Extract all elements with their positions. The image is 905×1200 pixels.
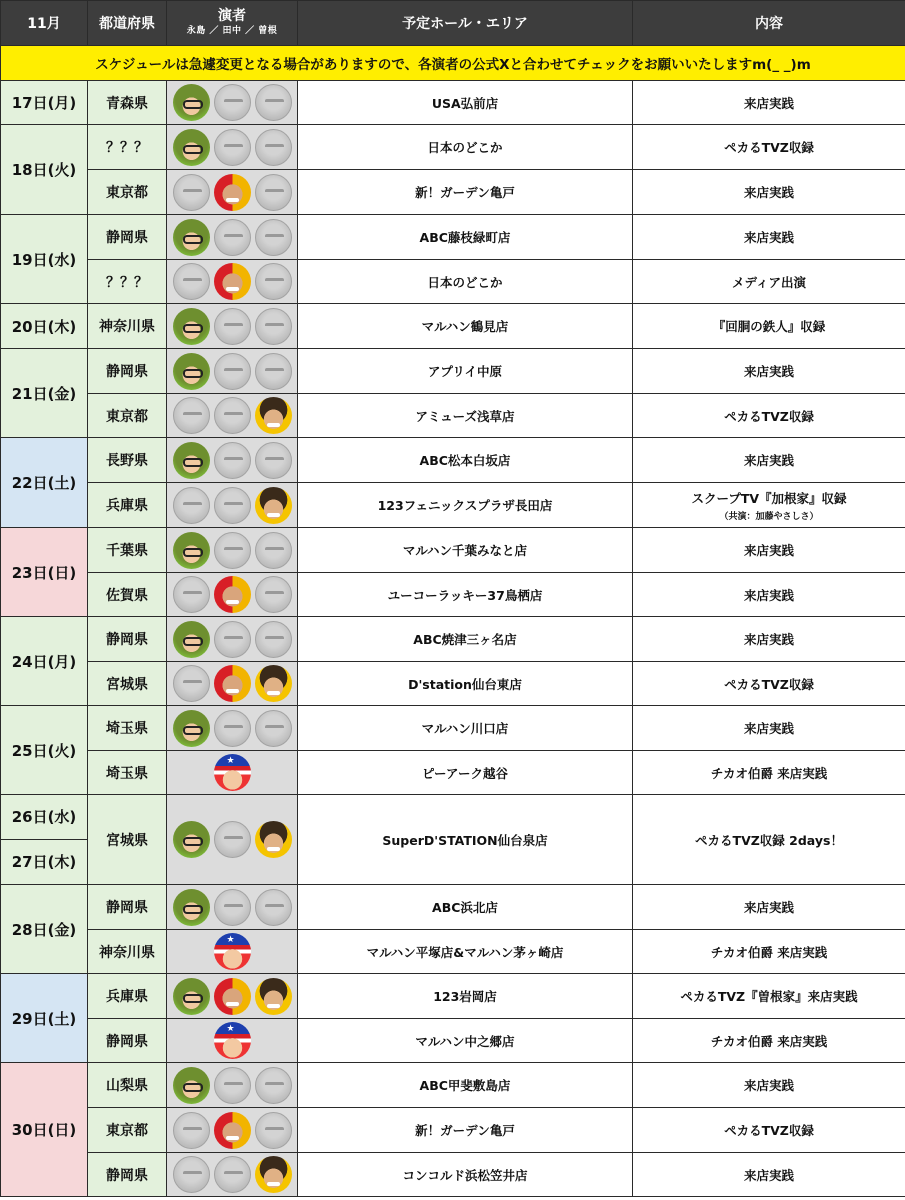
avatar-nagashima-inactive bbox=[173, 1112, 210, 1149]
content-cell bbox=[633, 974, 905, 1019]
venue-cell: マルハン平塚店&マルハン茅ヶ崎店 bbox=[298, 930, 633, 974]
venue-cell: コンコルド浜松笠井店 bbox=[298, 1153, 633, 1197]
prefecture-cell: 静岡県 bbox=[88, 1153, 167, 1197]
avatar-nagashima-inactive bbox=[173, 487, 210, 524]
avatar-nagashima-inactive bbox=[173, 1156, 210, 1193]
avatar-sone bbox=[255, 487, 292, 524]
avatar-tanaka-inactive bbox=[214, 353, 251, 390]
table-row bbox=[1, 1063, 905, 1108]
day-cell bbox=[1, 706, 88, 795]
content-cell bbox=[633, 1153, 905, 1197]
table-row bbox=[1, 260, 905, 304]
content-label: 来店実践 bbox=[743, 453, 794, 468]
content-cell bbox=[633, 1019, 905, 1063]
avatar-nagashima bbox=[173, 442, 210, 479]
content-cell bbox=[633, 528, 905, 573]
header-performer-names: 永島 ／ 田中 ／ 曽根 bbox=[186, 25, 278, 36]
avatar-sone-inactive bbox=[255, 219, 292, 256]
avatar-tanaka-inactive bbox=[214, 129, 251, 166]
table-row bbox=[1, 528, 905, 573]
content-cell bbox=[633, 125, 905, 170]
avatar-sone-inactive bbox=[255, 889, 292, 926]
prefecture-cell: 山梨県 bbox=[88, 1063, 167, 1108]
table-row bbox=[1, 438, 905, 483]
header-performers-title: 演者 bbox=[218, 8, 246, 25]
avatar-tanaka bbox=[214, 1112, 251, 1149]
content-label: スクープTV『加根家』収録 bbox=[691, 490, 847, 506]
content-cell bbox=[633, 1108, 905, 1153]
day-cell bbox=[1, 528, 88, 617]
day-label: 18日(火) bbox=[11, 161, 77, 179]
prefecture-cell: 青森県 bbox=[88, 81, 167, 125]
header-month: 11月 bbox=[1, 1, 88, 46]
venue-cell: アプリイ中原 bbox=[298, 349, 633, 394]
prefecture-cell: 佐賀県 bbox=[88, 573, 167, 617]
performers-cell bbox=[167, 573, 298, 617]
prefecture-cell: 宮城県 bbox=[88, 795, 167, 885]
avatar-nagashima-inactive bbox=[173, 174, 210, 211]
venue-cell: マルハン鶴見店 bbox=[298, 304, 633, 349]
day-cell bbox=[1, 215, 88, 304]
venue-cell: 123フェニックスプラザ長田店 bbox=[298, 483, 633, 528]
performers-cell bbox=[167, 795, 298, 885]
prefecture-cell: 東京都 bbox=[88, 170, 167, 215]
avatar-nagashima bbox=[173, 308, 210, 345]
performers-cell bbox=[167, 1108, 298, 1153]
content-label: ペカるTVZ収録 bbox=[724, 676, 814, 692]
header-prefecture: 都道府県 bbox=[88, 1, 167, 46]
prefecture-cell: 静岡県 bbox=[88, 215, 167, 260]
avatar-sone-inactive bbox=[255, 621, 292, 658]
table-row bbox=[1, 1108, 905, 1153]
venue-cell: アミューズ浅草店 bbox=[298, 394, 633, 438]
venue-cell: マルハン中之郷店 bbox=[298, 1019, 633, 1063]
prefecture-cell: 東京都 bbox=[88, 394, 167, 438]
prefecture-cell: 千葉県 bbox=[88, 528, 167, 573]
avatar-nagashima bbox=[173, 129, 210, 166]
avatar-sone-inactive bbox=[255, 1067, 292, 1104]
performers-cell bbox=[167, 394, 298, 438]
content-label: 来店実践 bbox=[743, 95, 794, 111]
prefecture-cell: 静岡県 bbox=[88, 1019, 167, 1063]
content-cell bbox=[633, 260, 905, 304]
avatar-sone-inactive bbox=[255, 263, 292, 300]
performers-cell bbox=[167, 483, 298, 528]
performers-cell bbox=[167, 885, 298, 930]
content-cell bbox=[633, 1063, 905, 1108]
avatar-chikao bbox=[214, 933, 251, 970]
performers-cell bbox=[167, 1019, 298, 1063]
content-cell bbox=[633, 81, 905, 125]
venue-cell: ユーコーラッキー37鳥栖店 bbox=[298, 573, 633, 617]
day-label: 28日(金) bbox=[11, 920, 77, 939]
table-row bbox=[1, 349, 905, 394]
content-cell bbox=[633, 706, 905, 751]
content-label: 来店実践 bbox=[743, 1167, 794, 1183]
content-cell bbox=[633, 349, 905, 394]
day-label: 21日(金) bbox=[11, 384, 77, 403]
performers-cell bbox=[167, 349, 298, 394]
avatar-tanaka-inactive bbox=[214, 219, 251, 256]
avatar-nagashima bbox=[173, 219, 210, 256]
performers-cell bbox=[167, 617, 298, 662]
avatar-tanaka bbox=[214, 263, 251, 300]
header-content: 内容 bbox=[633, 1, 905, 46]
day-label-2: 27日(木) bbox=[11, 853, 77, 871]
venue-cell: 新！ガーデン亀戸 bbox=[298, 170, 633, 215]
avatar-nagashima bbox=[173, 532, 210, 569]
day-label: 25日(火) bbox=[11, 741, 77, 760]
content-label: 来店実践 bbox=[743, 185, 794, 200]
content-cell bbox=[633, 394, 905, 438]
day-cell bbox=[1, 885, 88, 974]
header-venue: 予定ホール・エリア bbox=[298, 1, 633, 46]
content-cell bbox=[633, 573, 905, 617]
table-row bbox=[1, 885, 905, 930]
performers-cell bbox=[167, 751, 298, 795]
performers-cell bbox=[167, 974, 298, 1019]
content-label: 来店実践 bbox=[743, 1078, 794, 1093]
avatar-tanaka-inactive bbox=[214, 397, 251, 434]
avatar-nagashima-inactive bbox=[173, 397, 210, 434]
avatar-tanaka-inactive bbox=[214, 889, 251, 926]
day-cell bbox=[1, 125, 88, 215]
content-label: 来店実践 bbox=[743, 543, 794, 558]
content-cell bbox=[633, 930, 905, 974]
day-label: 17日(月) bbox=[11, 94, 77, 112]
avatar-sone-inactive bbox=[255, 353, 292, 390]
prefecture-cell: 長野県 bbox=[88, 438, 167, 483]
venue-cell: 日本のどこか bbox=[298, 125, 633, 170]
day-label: 19日(水) bbox=[11, 250, 77, 269]
avatar-nagashima bbox=[173, 84, 210, 121]
day-cell bbox=[1, 974, 88, 1063]
avatar-sone-inactive bbox=[255, 442, 292, 479]
day-label: 24日(月) bbox=[11, 652, 77, 671]
prefecture-cell: 宮城県 bbox=[88, 662, 167, 706]
avatar-tanaka-inactive bbox=[214, 532, 251, 569]
avatar-tanaka-inactive bbox=[214, 308, 251, 345]
day-label: 30日(日) bbox=[11, 1121, 77, 1139]
avatar-nagashima bbox=[173, 353, 210, 390]
performers-cell bbox=[167, 1063, 298, 1108]
avatar-tanaka-inactive bbox=[214, 621, 251, 658]
day-label: 29日(土) bbox=[11, 1009, 77, 1028]
table-row bbox=[1, 125, 905, 170]
prefecture-cell: 神奈川県 bbox=[88, 930, 167, 974]
table-row bbox=[1, 394, 905, 438]
prefecture-cell: ？？？ bbox=[88, 260, 167, 304]
content-cell bbox=[633, 483, 905, 528]
day-cell bbox=[1, 304, 88, 349]
avatar-sone-inactive bbox=[255, 1112, 292, 1149]
content-label: チカオ伯爵 来店実践 bbox=[710, 944, 828, 960]
avatar-tanaka-inactive bbox=[214, 821, 251, 858]
avatar-sone-inactive bbox=[255, 84, 292, 121]
avatar-sone bbox=[255, 821, 292, 858]
notice-banner: スケジュールは急遽変更となる場合がありますので、各演者の公式Xと合わせてチェックをお願いいたしますm(_ _)m bbox=[1, 46, 905, 81]
header-performers bbox=[167, 1, 298, 46]
content-cell bbox=[633, 885, 905, 930]
avatar-tanaka-inactive bbox=[214, 487, 251, 524]
content-label: チカオ伯爵 来店実践 bbox=[710, 1033, 828, 1049]
avatar-chikao bbox=[214, 754, 251, 791]
content-sublabel: （共演：加藤やさしさ） bbox=[719, 511, 819, 522]
content-label: メディア出演 bbox=[731, 274, 806, 290]
content-label: ペカるTVZ収録 bbox=[724, 140, 814, 155]
table-row bbox=[1, 795, 905, 885]
content-label: ペカるTVZ『曽根家』来店実践 bbox=[680, 989, 858, 1004]
content-label: 来店実践 bbox=[743, 721, 794, 736]
venue-cell: ABC浜北店 bbox=[298, 885, 633, 930]
venue-cell: ABC松本白坂店 bbox=[298, 438, 633, 483]
day-cell bbox=[1, 438, 88, 528]
avatar-sone-inactive bbox=[255, 710, 292, 747]
table-row bbox=[1, 304, 905, 349]
day-cell bbox=[1, 795, 88, 885]
table-row bbox=[1, 215, 905, 260]
venue-cell: ABC焼津三ヶ名店 bbox=[298, 617, 633, 662]
performers-cell bbox=[167, 528, 298, 573]
venue-cell: 新！ガーデン亀戸 bbox=[298, 1108, 633, 1153]
content-label: 来店実践 bbox=[743, 587, 794, 603]
table-row bbox=[1, 483, 905, 528]
performers-cell bbox=[167, 304, 298, 349]
performers-cell bbox=[167, 125, 298, 170]
content-label: 『回胴の鉄人』収録 bbox=[712, 319, 826, 334]
content-label: 来店実践 bbox=[743, 230, 794, 245]
avatar-tanaka-inactive bbox=[214, 1156, 251, 1193]
prefecture-cell: 兵庫県 bbox=[88, 483, 167, 528]
avatar-chikao bbox=[214, 1022, 251, 1059]
avatar-nagashima bbox=[173, 889, 210, 926]
performers-cell bbox=[167, 662, 298, 706]
avatar-sone-inactive bbox=[255, 129, 292, 166]
prefecture-cell: 静岡県 bbox=[88, 349, 167, 394]
avatar-sone bbox=[255, 397, 292, 434]
avatar-nagashima-inactive bbox=[173, 263, 210, 300]
day-label: 20日(木) bbox=[11, 317, 77, 336]
table-row bbox=[1, 751, 905, 795]
performers-cell bbox=[167, 260, 298, 304]
day-label: 26日(水) bbox=[1, 795, 87, 840]
prefecture-cell: 埼玉県 bbox=[88, 751, 167, 795]
content-label: ペカるTVZ収録 2days！ bbox=[695, 832, 843, 848]
day-cell bbox=[1, 349, 88, 438]
avatar-sone bbox=[255, 665, 292, 702]
content-cell bbox=[633, 617, 905, 662]
avatar-sone-inactive bbox=[255, 532, 292, 569]
venue-cell: D'station仙台東店 bbox=[298, 662, 633, 706]
content-label: 来店実践 bbox=[743, 632, 794, 647]
avatar-nagashima bbox=[173, 978, 210, 1015]
prefecture-cell: 埼玉県 bbox=[88, 706, 167, 751]
avatar-tanaka-inactive bbox=[214, 84, 251, 121]
performers-cell bbox=[167, 170, 298, 215]
performers-cell bbox=[167, 81, 298, 125]
content-cell bbox=[633, 215, 905, 260]
content-cell bbox=[633, 795, 905, 885]
header-row bbox=[1, 1, 905, 46]
venue-cell: ピーアーク越谷 bbox=[298, 751, 633, 795]
avatar-tanaka bbox=[214, 576, 251, 613]
avatar-nagashima bbox=[173, 710, 210, 747]
venue-cell: 123岩岡店 bbox=[298, 974, 633, 1019]
avatar-sone-inactive bbox=[255, 174, 292, 211]
venue-cell: SuperD'STATION仙台泉店 bbox=[298, 795, 633, 885]
content-cell bbox=[633, 304, 905, 349]
table-row bbox=[1, 930, 905, 974]
avatar-tanaka-inactive bbox=[214, 1067, 251, 1104]
table-row bbox=[1, 662, 905, 706]
prefecture-cell: 静岡県 bbox=[88, 885, 167, 930]
content-label: ペカるTVZ収録 bbox=[724, 408, 814, 424]
table-row bbox=[1, 81, 905, 125]
performers-cell bbox=[167, 438, 298, 483]
venue-cell: 日本のどこか bbox=[298, 260, 633, 304]
avatar-tanaka bbox=[214, 665, 251, 702]
day-label: 23日(日) bbox=[11, 563, 77, 582]
performers-cell bbox=[167, 215, 298, 260]
table-row bbox=[1, 617, 905, 662]
avatar-nagashima bbox=[173, 821, 210, 858]
performers-cell bbox=[167, 1153, 298, 1197]
avatar-nagashima bbox=[173, 621, 210, 658]
table-row bbox=[1, 974, 905, 1019]
avatar-sone bbox=[255, 978, 292, 1015]
avatar-sone-inactive bbox=[255, 576, 292, 613]
table-row bbox=[1, 1019, 905, 1063]
prefecture-cell: 東京都 bbox=[88, 1108, 167, 1153]
avatar-tanaka bbox=[214, 174, 251, 211]
content-label: 来店実践 bbox=[743, 900, 794, 915]
content-cell bbox=[633, 662, 905, 706]
content-label: 来店実践 bbox=[743, 364, 794, 379]
avatar-sone-inactive bbox=[255, 308, 292, 345]
table-row bbox=[1, 1153, 905, 1197]
venue-cell: マルハン千葉みなと店 bbox=[298, 528, 633, 573]
table-row bbox=[1, 573, 905, 617]
performers-cell bbox=[167, 930, 298, 974]
prefecture-cell: ？？？ bbox=[88, 125, 167, 170]
content-label: チカオ伯爵 来店実践 bbox=[710, 765, 828, 781]
content-label: ペカるTVZ収録 bbox=[724, 1123, 814, 1138]
venue-cell: USA弘前店 bbox=[298, 81, 633, 125]
avatar-tanaka bbox=[214, 978, 251, 1015]
day-cell bbox=[1, 1063, 88, 1197]
table-row bbox=[1, 706, 905, 751]
avatar-tanaka-inactive bbox=[214, 442, 251, 479]
prefecture-cell: 神奈川県 bbox=[88, 304, 167, 349]
prefecture-cell: 静岡県 bbox=[88, 617, 167, 662]
content-cell bbox=[633, 751, 905, 795]
venue-cell: ABC藤枝緑町店 bbox=[298, 215, 633, 260]
avatar-nagashima-inactive bbox=[173, 665, 210, 702]
content-cell bbox=[633, 438, 905, 483]
venue-cell: ABC甲斐敷島店 bbox=[298, 1063, 633, 1108]
day-cell bbox=[1, 617, 88, 706]
table-row bbox=[1, 170, 905, 215]
avatar-sone bbox=[255, 1156, 292, 1193]
content-cell bbox=[633, 170, 905, 215]
avatar-nagashima-inactive bbox=[173, 576, 210, 613]
avatar-nagashima bbox=[173, 1067, 210, 1104]
day-cell bbox=[1, 81, 88, 125]
prefecture-cell: 兵庫県 bbox=[88, 974, 167, 1019]
day-label: 22日(土) bbox=[11, 474, 77, 492]
performers-cell bbox=[167, 706, 298, 751]
avatar-tanaka-inactive bbox=[214, 710, 251, 747]
venue-cell: マルハン川口店 bbox=[298, 706, 633, 751]
